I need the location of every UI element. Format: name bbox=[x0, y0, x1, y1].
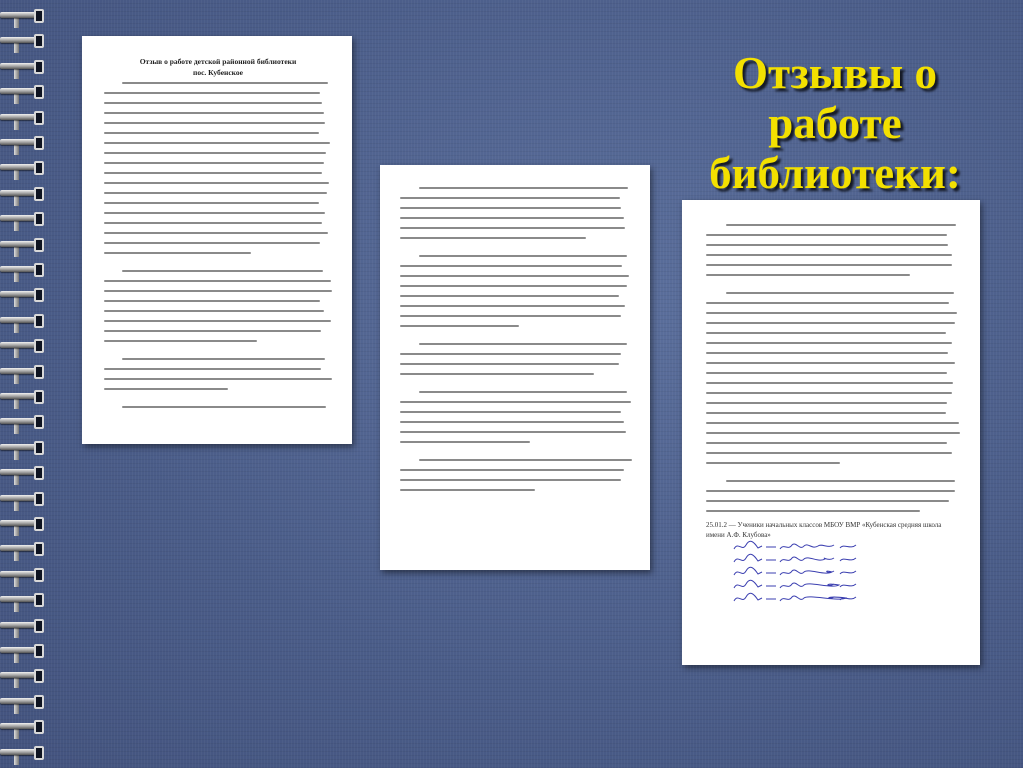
scanned-text-line bbox=[419, 343, 628, 345]
scanned-text-line bbox=[104, 112, 324, 114]
scanned-text-line bbox=[419, 187, 628, 189]
scanned-text-line bbox=[400, 489, 535, 491]
scanned-text-line bbox=[706, 490, 955, 492]
scanned-text-line bbox=[400, 217, 624, 219]
scanned-text-line bbox=[400, 265, 622, 267]
binding-ring bbox=[0, 438, 52, 460]
signature bbox=[732, 579, 960, 592]
scanned-text-line bbox=[706, 412, 946, 414]
binding-ring bbox=[0, 184, 52, 206]
signature bbox=[732, 592, 960, 605]
slide-title-line-2: работе bbox=[768, 98, 902, 148]
scanned-text-line bbox=[104, 368, 321, 370]
scanned-text-line bbox=[400, 363, 619, 365]
scanned-text-line bbox=[400, 305, 625, 307]
binding-ring bbox=[0, 616, 52, 638]
scanned-text-line bbox=[400, 295, 619, 297]
scanned-text-line bbox=[726, 480, 955, 482]
scanned-text-line bbox=[400, 207, 621, 209]
scanned-text-line bbox=[104, 122, 325, 124]
scanned-text-line bbox=[706, 442, 947, 444]
signatures bbox=[706, 540, 960, 605]
review-document-1 bbox=[82, 36, 352, 444]
scanned-text-line bbox=[400, 431, 626, 433]
scanned-text-line bbox=[104, 242, 320, 244]
scanned-text-line bbox=[104, 212, 325, 214]
scanned-text-line bbox=[104, 172, 322, 174]
document-1-title-line-2: пос. Кубенское bbox=[193, 68, 243, 77]
scanned-text-line bbox=[706, 274, 910, 276]
document-3-body bbox=[706, 224, 960, 512]
scanned-text-line bbox=[706, 342, 952, 344]
review-document-2 bbox=[380, 165, 650, 570]
scanned-text-line bbox=[706, 244, 948, 246]
binding-ring bbox=[0, 743, 52, 765]
scanned-text-line bbox=[400, 353, 621, 355]
scanned-text-line bbox=[706, 254, 952, 256]
binding-ring bbox=[0, 6, 52, 28]
scanned-text-line bbox=[419, 255, 627, 257]
binding-ring bbox=[0, 565, 52, 587]
binding-ring bbox=[0, 463, 52, 485]
scanned-text-line bbox=[419, 391, 627, 393]
scanned-text-line bbox=[706, 382, 953, 384]
binding-ring bbox=[0, 362, 52, 384]
scanned-text-line bbox=[400, 421, 624, 423]
scanned-text-line bbox=[706, 372, 947, 374]
review-document-3 bbox=[682, 200, 980, 665]
scanned-text-line bbox=[706, 500, 949, 502]
scanned-text-line bbox=[104, 290, 332, 292]
scanned-text-line bbox=[104, 192, 327, 194]
scanned-text-line bbox=[400, 325, 519, 327]
scanned-text-line bbox=[400, 275, 629, 277]
scanned-text-line bbox=[104, 378, 332, 380]
scanned-text-line bbox=[419, 459, 632, 461]
slide-title-line-3: библиотеки: bbox=[709, 148, 961, 198]
scanned-text-line bbox=[104, 310, 324, 312]
scanned-text-line bbox=[706, 352, 948, 354]
binding-ring bbox=[0, 489, 52, 511]
signature bbox=[732, 540, 960, 553]
document-1-title bbox=[104, 56, 332, 78]
scanned-text-line bbox=[104, 182, 329, 184]
scanned-text-line bbox=[400, 197, 620, 199]
scanned-text-line bbox=[706, 312, 957, 314]
spiral-binding bbox=[0, 0, 58, 768]
binding-ring bbox=[0, 717, 52, 739]
binding-ring bbox=[0, 666, 52, 688]
scanned-text-line bbox=[400, 469, 624, 471]
scanned-text-line bbox=[104, 102, 322, 104]
scanned-text-line bbox=[400, 401, 631, 403]
scanned-text-line bbox=[122, 270, 323, 272]
binding-ring bbox=[0, 260, 52, 282]
scanned-text-line bbox=[104, 222, 322, 224]
binding-ring bbox=[0, 590, 52, 612]
binding-ring bbox=[0, 133, 52, 155]
scanned-text-line bbox=[400, 285, 627, 287]
scanned-text-line bbox=[104, 162, 324, 164]
scanned-text-line bbox=[726, 224, 955, 226]
scanned-text-line bbox=[706, 302, 949, 304]
binding-ring bbox=[0, 387, 52, 409]
binding-ring bbox=[0, 285, 52, 307]
binding-ring bbox=[0, 539, 52, 561]
scanned-text-line bbox=[400, 411, 621, 413]
scanned-text-line bbox=[706, 332, 946, 334]
binding-ring bbox=[0, 692, 52, 714]
scanned-text-line bbox=[400, 315, 621, 317]
binding-ring bbox=[0, 82, 52, 104]
binding-ring bbox=[0, 108, 52, 130]
scanned-text-line bbox=[104, 252, 251, 254]
scanned-text-line bbox=[104, 300, 320, 302]
binding-ring bbox=[0, 235, 52, 257]
binding-ring bbox=[0, 31, 52, 53]
scanned-text-line bbox=[104, 232, 328, 234]
binding-ring bbox=[0, 57, 52, 79]
scanned-text-line bbox=[706, 510, 920, 512]
document-1-title-line-1: Отзыв о работе детской районной библиотеки bbox=[139, 57, 297, 66]
scanned-text-line bbox=[104, 330, 321, 332]
scanned-text-line bbox=[706, 422, 959, 424]
binding-ring bbox=[0, 158, 52, 180]
signature bbox=[732, 553, 960, 566]
document-3-footnote: 25.01.2 — Ученики начальных классов МБОУ ВМР «Кубенская средняя школа имени А.Ф. Клубова» bbox=[706, 521, 942, 539]
scanned-text-line bbox=[104, 320, 331, 322]
scanned-text-line bbox=[122, 406, 326, 408]
slide-title bbox=[700, 48, 970, 198]
scanned-text-line bbox=[706, 392, 952, 394]
scanned-text-line bbox=[104, 340, 257, 342]
scanned-text-line bbox=[104, 202, 319, 204]
scanned-text-line bbox=[726, 292, 954, 294]
scanned-text-line bbox=[706, 452, 952, 454]
scanned-text-line bbox=[706, 362, 955, 364]
scanned-text-line bbox=[706, 402, 947, 404]
slide-title-line-1: Отзывы о bbox=[732, 48, 938, 98]
scanned-text-line bbox=[122, 358, 325, 360]
document-1-body bbox=[104, 82, 332, 408]
scanned-text-line bbox=[706, 264, 952, 266]
scanned-text-line bbox=[706, 432, 960, 434]
binding-ring bbox=[0, 311, 52, 333]
scanned-text-line bbox=[706, 322, 955, 324]
scanned-text-line bbox=[400, 479, 621, 481]
scanned-text-line bbox=[104, 142, 330, 144]
scanned-text-line bbox=[400, 373, 594, 375]
document-2-body bbox=[400, 187, 632, 491]
binding-ring bbox=[0, 209, 52, 231]
binding-ring bbox=[0, 412, 52, 434]
scanned-text-line bbox=[104, 152, 326, 154]
binding-ring bbox=[0, 514, 52, 536]
scanned-text-line bbox=[400, 237, 586, 239]
scanned-text-line bbox=[104, 92, 320, 94]
scanned-text-line bbox=[706, 234, 947, 236]
scanned-text-line bbox=[104, 132, 319, 134]
scanned-text-line bbox=[400, 227, 625, 229]
signature bbox=[732, 566, 960, 579]
scanned-text-line bbox=[104, 280, 331, 282]
binding-ring bbox=[0, 336, 52, 358]
scanned-text-line bbox=[122, 82, 328, 84]
scanned-text-line bbox=[400, 441, 530, 443]
scanned-text-line bbox=[104, 388, 228, 390]
scanned-text-line bbox=[706, 462, 840, 464]
binding-ring bbox=[0, 641, 52, 663]
